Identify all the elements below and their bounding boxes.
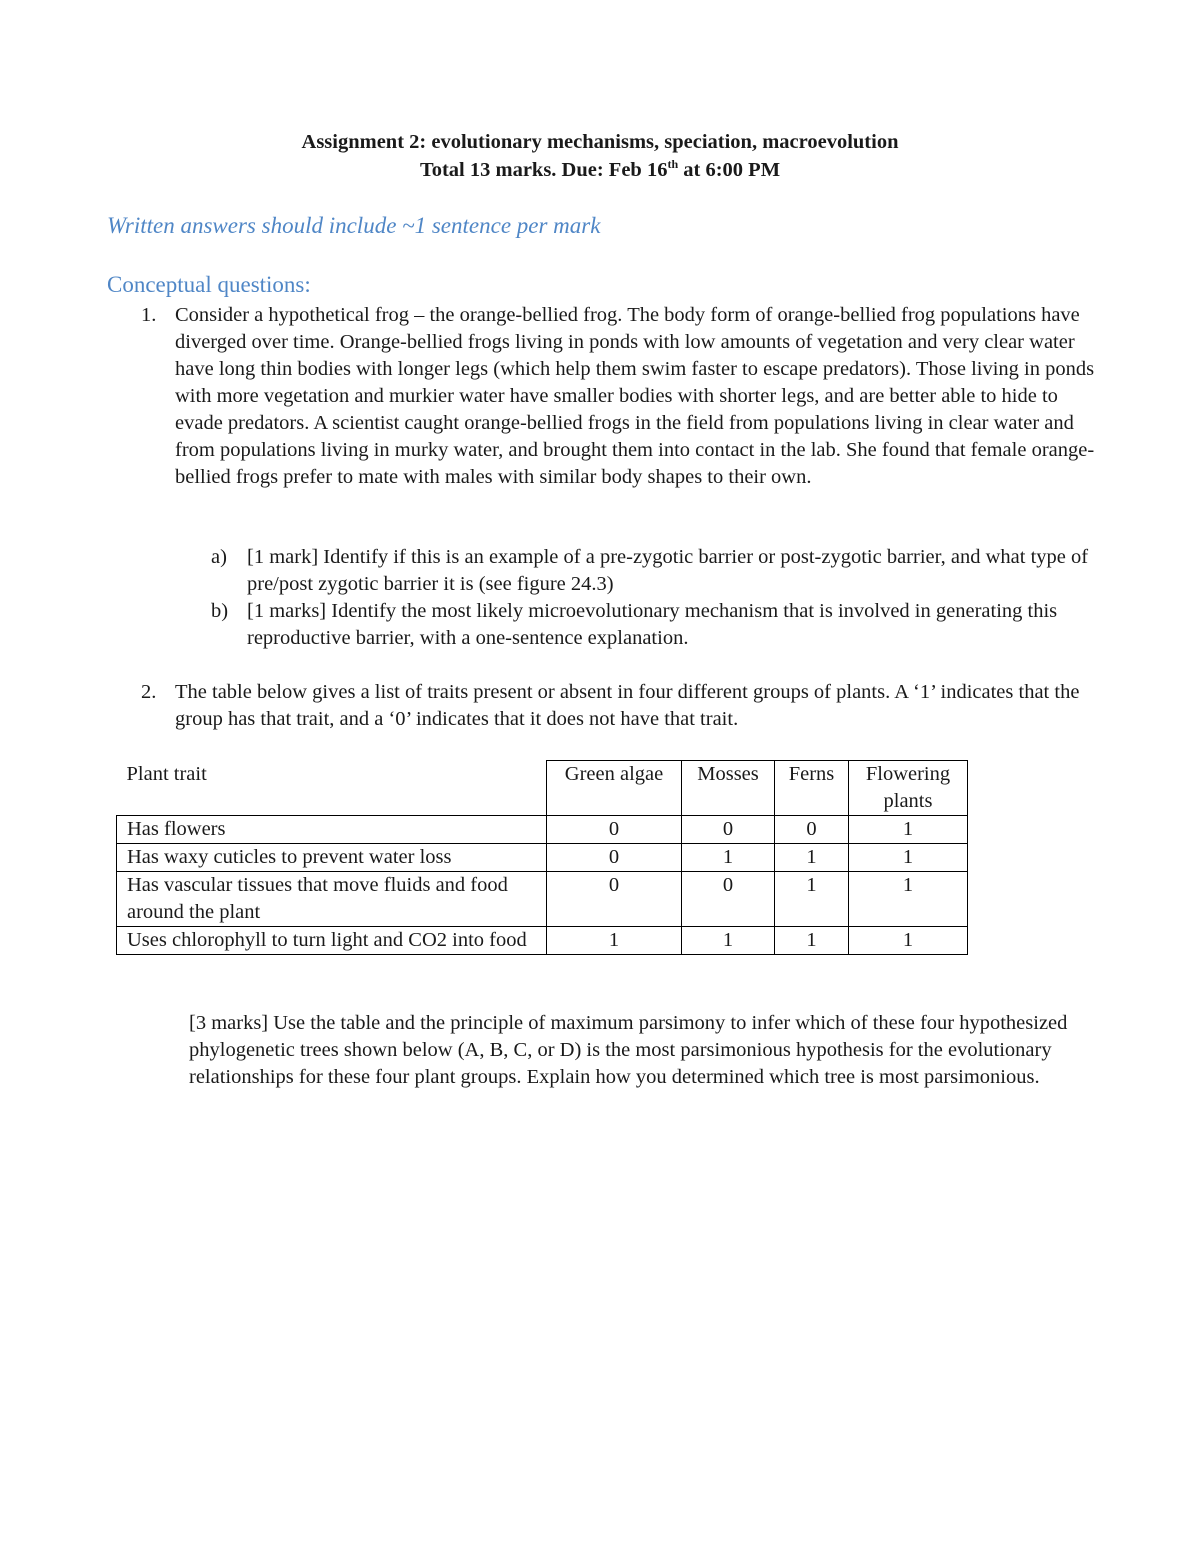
assignment-header	[0, 128, 1200, 184]
table-header-cell: Mosses	[682, 761, 775, 816]
table-cell: Uses chlorophyll to turn light and CO2 into food	[117, 927, 547, 955]
table-row	[117, 872, 968, 927]
question-1b-text: [1 marks] Identify the most likely microevolutionary mechanism that is involved in generating this reproductive barrier, with a one-sentence explanation.	[247, 600, 1058, 649]
table-cell: 0	[775, 816, 849, 844]
plant-traits-table	[116, 760, 968, 955]
question-1-text: Consider a hypothetical frog – the orange-bellied frog. The body form of orange-bellied frog populations have diverged over time. Orange-bellied frogs living in ponds with low amounts of vegetation and very clear water have long thin bodies with longer legs (which help them swim faster to escape predators). Those living in ponds with more vegetation and murkier water have smaller bodies with shorter legs, and are better able to hide to evade predators. A scientist caught orange-bellied frogs in the field from populations living in clear water and from populations living in murky water, and brought them into contact in the lab. She found that female orange-bellied frogs prefer to mate with males with similar body shapes to their own.	[175, 304, 1095, 488]
assignment-due-line	[0, 156, 1200, 184]
table-cell: 1	[775, 844, 849, 872]
table-cell: 1	[775, 872, 849, 927]
due-text: Total 13 marks. Due: Feb 16	[419, 159, 668, 181]
table-cell: 1	[849, 872, 968, 927]
table-cell: 0	[682, 816, 775, 844]
question-2-text: The table below gives a list of traits present or absent in four different groups of plants. A ‘1’ indicates that the group has that trait, and a ‘0’ indicates that it does not have that trait.	[175, 681, 1080, 730]
table-cell: 1	[682, 927, 775, 955]
section-heading: Conceptual questions:	[107, 272, 311, 297]
table-header-row	[117, 761, 968, 816]
table-row	[117, 816, 968, 844]
assignment-title: Assignment 2: evolutionary mechanisms, speciation, macroevolution	[301, 131, 899, 153]
due-time: at 6:00 PM	[678, 159, 781, 181]
table-cell: 1	[547, 927, 682, 955]
table-header-cell: Ferns	[775, 761, 849, 816]
table-row	[117, 844, 968, 872]
table-cell: 1	[849, 927, 968, 955]
question-2	[141, 679, 1095, 733]
table-cell: 0	[682, 872, 775, 927]
question-2-task: [3 marks] Use the table and the principle of maximum parsimony to infer which of these four hypothesized phylogenetic trees shown below (A, B, C, or D) is the most parsimonious hypothesis for the evolutionary relationships for these four plant groups. Explain how you determined which tree is most parsimonious.	[189, 1012, 1068, 1088]
table-cell: Has waxy cuticles to prevent water loss	[117, 844, 547, 872]
question-1-number: 1.	[141, 304, 157, 326]
due-superscript: th	[667, 157, 679, 172]
question-2-number: 2.	[141, 681, 157, 703]
table-header-cell: Flowering plants	[849, 761, 968, 816]
table-cell: 1	[775, 927, 849, 955]
table-cell: 0	[547, 872, 682, 927]
question-1b	[211, 598, 1107, 652]
table-cell: 0	[547, 844, 682, 872]
table-cell: Has vascular tissues that move fluids and food around the plant	[117, 872, 547, 927]
table-row	[117, 927, 968, 955]
instruction-note: Written answers should include ~1 sentence per mark	[107, 213, 601, 238]
table-cell: 1	[682, 844, 775, 872]
question-1a-label: a)	[211, 546, 227, 568]
table-header-cell: Green algae	[547, 761, 682, 816]
question-1a	[211, 544, 1107, 598]
table-cell: 1	[849, 844, 968, 872]
table-cell: Has flowers	[117, 816, 547, 844]
table-cell: 0	[547, 816, 682, 844]
question-1b-label: b)	[211, 600, 229, 622]
table-header-cell: Plant trait	[117, 761, 547, 816]
question-1a-text: [1 mark] Identify if this is an example of a pre-zygotic barrier or post-zygotic barrier, and what type of pre/post zygotic barrier it is (see figure 24.3)	[247, 546, 1089, 595]
question-1	[141, 302, 1095, 491]
table-cell: 1	[849, 816, 968, 844]
